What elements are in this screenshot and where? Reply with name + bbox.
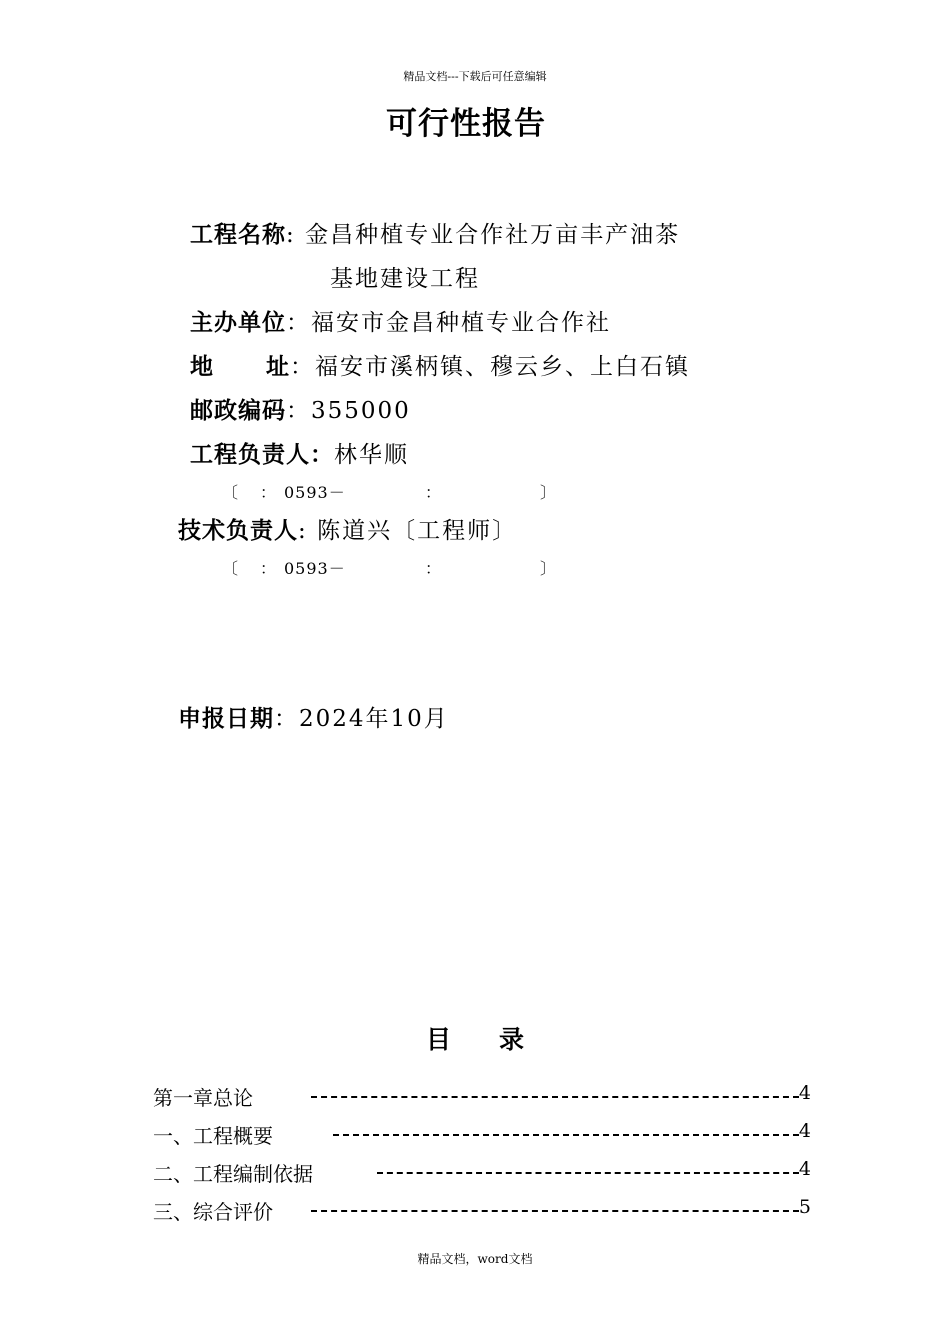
tech-contact-open-bracket: 〔 xyxy=(222,559,240,578)
page-header-note: 精品文档---下载后可任意编辑 xyxy=(403,70,547,83)
address-separator: ： xyxy=(290,354,315,380)
project-name-label: 工程名称 xyxy=(190,222,286,248)
project-name-value-line2: 基地建设工程 xyxy=(330,266,480,292)
manager-contact-second-colon: ： xyxy=(425,483,443,502)
manager-contact-phone-prefix: 0593－ xyxy=(284,483,346,502)
manager-contact-phone-colon: ： xyxy=(260,483,278,502)
postal-row xyxy=(190,392,411,425)
tech-contact-second-colon: ： xyxy=(425,559,443,578)
submission-date-value: 2024年10月 xyxy=(299,706,449,732)
toc-entry-label: 三、综合评价 xyxy=(153,1200,273,1224)
tech-lead-row xyxy=(178,512,517,545)
project-name-value-line1: 金昌种植专业合作社万亩丰产油茶 xyxy=(305,222,681,248)
address-row xyxy=(190,348,690,381)
submission-date-row xyxy=(178,700,449,733)
toc-entry[interactable] xyxy=(153,1120,811,1148)
tech-contact-phone-colon: ： xyxy=(260,559,278,578)
toc-entry-page: 4 xyxy=(798,1120,811,1142)
toc-entry-page: 4 xyxy=(798,1082,811,1104)
postal-value: 355000 xyxy=(311,398,411,424)
postal-label: 邮政编码 xyxy=(190,398,286,424)
toc-title xyxy=(0,1020,950,1056)
toc-entry[interactable] xyxy=(153,1082,811,1110)
postal-separator: ： xyxy=(286,398,311,424)
submission-date-label: 申报日期 xyxy=(178,706,274,732)
toc-entry-page: 5 xyxy=(798,1196,811,1218)
sponsor-separator: ： xyxy=(286,310,311,336)
tech-lead-label: 技术负责人 xyxy=(178,518,298,544)
toc-entry-page: 4 xyxy=(798,1158,811,1180)
manager-contact-close-bracket: 〕 xyxy=(540,483,558,502)
document-title: 可行性报告 xyxy=(386,106,546,142)
manager-label: 工程负责人 xyxy=(190,442,310,468)
sponsor-row xyxy=(190,304,611,337)
toc-title-first-char: 目 xyxy=(425,1025,451,1054)
sponsor-label: 主办单位 xyxy=(190,310,286,336)
page-footer-note: 精品文档，word文档 xyxy=(417,1252,533,1266)
toc-dot-leader xyxy=(333,1134,799,1136)
tech-lead-separator: : xyxy=(298,518,308,544)
toc-entry-label: 二、工程编制依据 xyxy=(153,1162,313,1186)
toc-entry-label: 一、工程概要 xyxy=(153,1124,273,1148)
project-name-row xyxy=(190,216,680,249)
toc-dot-leader xyxy=(311,1096,799,1098)
toc-dot-leader xyxy=(377,1172,799,1174)
address-label-first-char: 地 xyxy=(190,354,214,380)
address-label-second-char: 址 xyxy=(266,354,290,380)
submission-date-separator: ： xyxy=(274,706,299,732)
toc-title-second-char: 录 xyxy=(499,1025,525,1054)
tech-lead-value: 陈道兴〔工程师〕 xyxy=(317,518,518,544)
project-name-separator: : xyxy=(286,222,296,248)
tech-lead-contact-line xyxy=(0,556,950,578)
manager-contact-open-bracket: 〔 xyxy=(222,483,240,502)
address-value: 福安市溪柄镇、穆云乡、上白石镇 xyxy=(315,354,690,380)
manager-value: 林华顺 xyxy=(334,442,409,468)
toc-dot-leader xyxy=(311,1210,799,1212)
toc-entry[interactable] xyxy=(153,1158,811,1186)
tech-contact-close-bracket: 〕 xyxy=(540,559,558,578)
manager-row xyxy=(190,436,409,469)
manager-separator: ： xyxy=(310,442,334,468)
tech-contact-phone-prefix: 0593－ xyxy=(284,559,346,578)
manager-contact-line xyxy=(0,480,950,502)
sponsor-value: 福安市金昌种植专业合作社 xyxy=(311,310,611,336)
toc-entry-label: 第一章总论 xyxy=(153,1086,253,1110)
toc-entry[interactable] xyxy=(153,1196,811,1224)
